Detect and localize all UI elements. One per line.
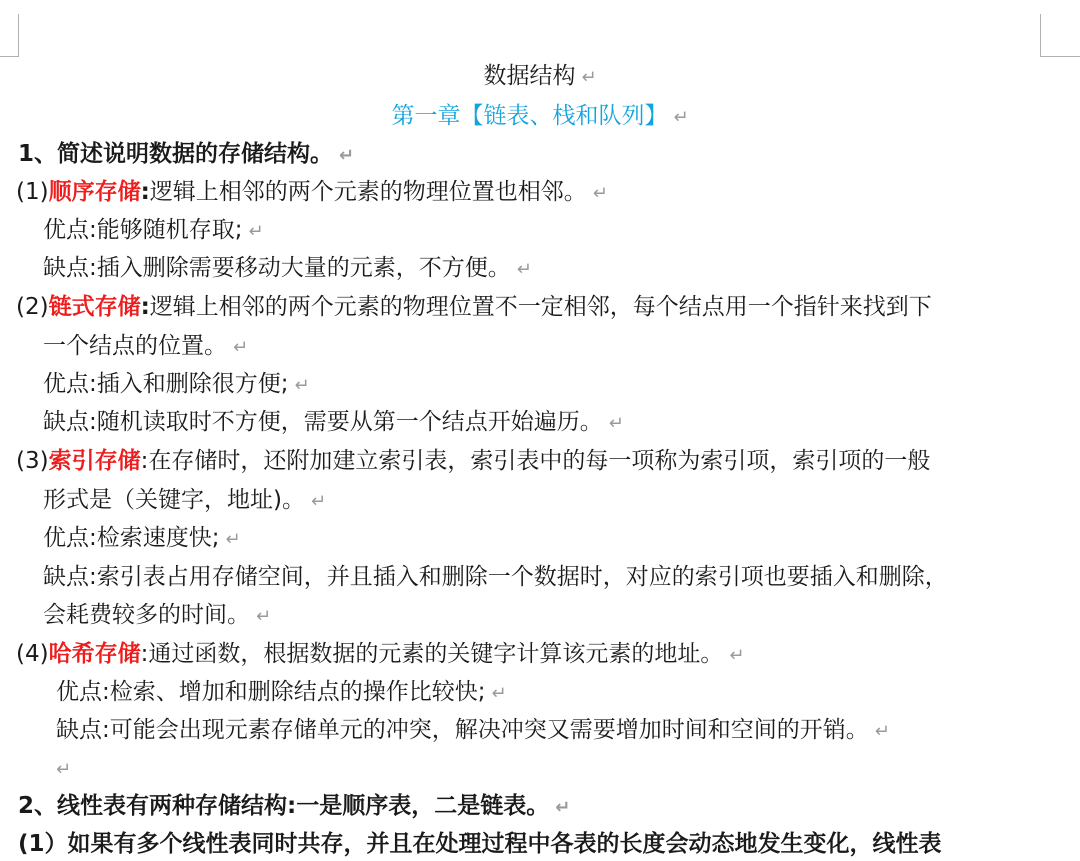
paragraph-mark-icon: ↵	[555, 797, 571, 818]
cons-line	[43, 251, 532, 287]
question-2-sub-1-text: (1）如果有多个线性表同时共存，并且在处理过程中各表的长度会动态地发生变化，线性表	[18, 831, 942, 857]
item-number: (3)	[16, 448, 49, 474]
storage-item-linked	[16, 290, 932, 324]
item-number: (1)	[16, 179, 49, 205]
term-colon: :	[140, 641, 149, 667]
paragraph-mark-icon: ↵	[339, 145, 355, 166]
crop-mark-top-left	[0, 14, 19, 57]
cons-text: 缺点:插入删除需要移动大量的元素，不方便。	[43, 255, 511, 281]
paragraph-mark-icon: ↵	[581, 67, 597, 88]
term-description: 逻辑上相邻的两个元素的物理位置也相邻。	[149, 179, 587, 205]
description-continuation	[43, 329, 248, 365]
cons-line	[43, 560, 948, 594]
paragraph-mark-icon: ↵	[225, 529, 241, 550]
paragraph-mark-icon: ↵	[874, 721, 890, 742]
paragraph-mark-icon: ↵	[592, 183, 608, 204]
paragraph-mark-icon: ↵	[310, 491, 327, 512]
pros-line	[56, 675, 507, 711]
pros-text: 优点:能够随机存取;	[43, 217, 243, 243]
term-colon: :	[140, 179, 150, 205]
item-number: (4)	[16, 641, 49, 667]
term-label: 索引存储	[48, 448, 141, 474]
pros-line	[43, 367, 310, 403]
chapter-heading-line	[0, 99, 1080, 135]
paragraph-mark-icon: ↵	[729, 645, 745, 666]
paragraph-mark-icon: ↵	[256, 606, 272, 627]
document-title-line	[0, 59, 1080, 95]
paragraph-mark-icon: ↵	[491, 683, 507, 704]
paragraph-mark-icon: ↵	[248, 221, 264, 242]
pros-text: 优点:检索、增加和删除结点的操作比较快;	[56, 679, 486, 705]
question-1-text: 1、简述说明数据的存储结构。	[18, 141, 334, 167]
question-1-heading	[18, 137, 354, 173]
cons-text: 缺点:可能会出现元素存储单元的冲突，解决冲突又需要增加时间和空间的开销。	[56, 717, 869, 743]
cons-line	[56, 713, 890, 749]
cons-text-cont: 会耗费较多的时间。	[43, 602, 250, 628]
term-label: 顺序存储	[48, 179, 141, 205]
item-number: (2)	[16, 294, 49, 320]
storage-item-sequential	[16, 175, 608, 211]
empty-paragraph	[50, 751, 71, 787]
term-description-cont: 一个结点的位置。	[43, 333, 227, 359]
paragraph-mark-icon: ↵	[608, 413, 624, 434]
storage-item-index	[16, 444, 930, 478]
pros-text: 优点:检索速度快;	[43, 525, 220, 551]
term-label: 哈希存储	[48, 641, 141, 667]
term-description: 通过函数，根据数据的元素的关键字计算该元素的地址。	[148, 641, 724, 667]
pros-line	[43, 213, 264, 249]
question-2-text: 2、线性表有两种存储结构:一是顺序表，二是链表。	[18, 793, 550, 819]
chapter-heading: 第一章【链表、栈和队列】	[391, 103, 668, 129]
term-description: 在存储时，还附加建立索引表，索引表中的每一项称为索引项，索引项的一般	[148, 448, 931, 474]
crop-mark-top-right	[1040, 14, 1080, 57]
term-colon: :	[140, 448, 149, 474]
term-label: 链式存储	[48, 294, 141, 320]
paragraph-mark-icon: ↵	[294, 375, 310, 396]
term-colon: :	[140, 294, 150, 320]
paragraph-mark-icon: ↵	[233, 337, 249, 358]
paragraph-mark-icon: ↵	[56, 759, 72, 780]
paragraph-mark-icon: ↵	[673, 107, 689, 128]
pros-text: 优点:插入和删除很方便;	[43, 371, 289, 397]
cons-continuation	[43, 598, 271, 634]
cons-text: 缺点:随机读取时不方便，需要从第一个结点开始遍历。	[43, 409, 603, 435]
term-description: 逻辑上相邻的两个元素的物理位置不一定相邻，每个结点用一个指针来找到下	[149, 294, 932, 320]
cons-text: 缺点:索引表占用存储空间，并且插入和删除一个数据时，对应的索引项也要插入和删除，	[43, 564, 948, 590]
paragraph-mark-icon: ↵	[516, 259, 532, 280]
cons-line	[43, 405, 624, 441]
term-description-cont: 形式是（关键字，地址)。	[43, 487, 305, 513]
storage-item-hash	[16, 637, 744, 673]
question-2-sub-1	[18, 827, 942, 861]
question-2-heading	[18, 789, 570, 825]
description-continuation	[43, 483, 326, 519]
document-title: 数据结构	[483, 63, 576, 89]
pros-line	[43, 521, 241, 557]
